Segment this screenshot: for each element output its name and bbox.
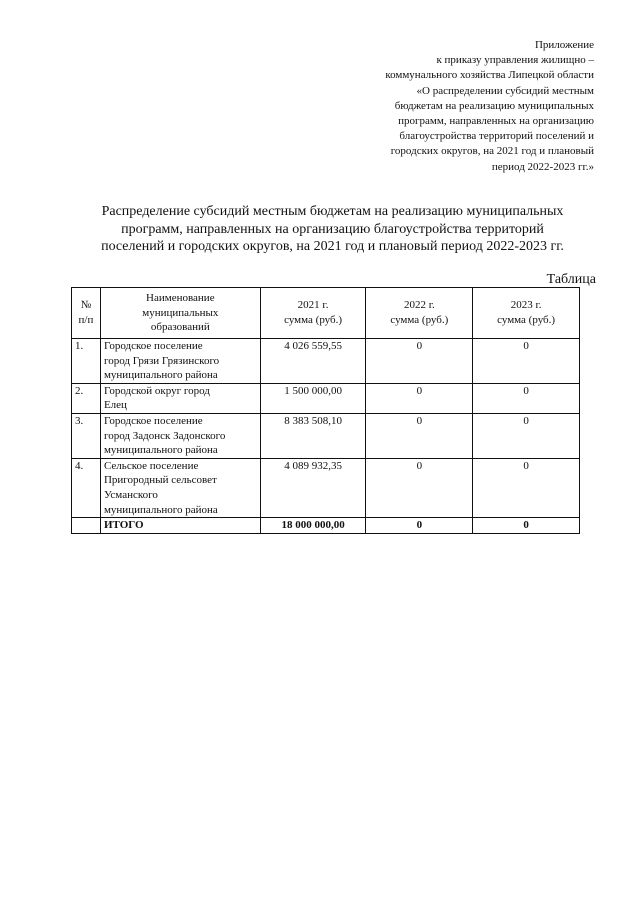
cell-2022: 0 <box>366 413 473 458</box>
appendix-line: коммунального хозяйства Липецкой области <box>385 69 594 82</box>
total-2022: 0 <box>366 518 473 534</box>
cell-name-line: город Задонск Задонского <box>103 429 226 442</box>
table-row <box>72 458 580 517</box>
total-label: ИТОГО <box>100 518 260 534</box>
table-row <box>72 339 580 384</box>
header-text: Наименование <box>146 292 215 305</box>
document-heading <box>70 203 595 256</box>
header-name <box>100 288 260 339</box>
header-2022 <box>366 288 473 339</box>
cell-2021: 4 089 932,35 <box>260 458 366 517</box>
appendix-line: благоустройства территорий поселений и <box>399 130 594 143</box>
header-text: п/п <box>78 314 94 326</box>
heading-line: программ, направленных на организацию благоустройства территорий <box>121 221 544 237</box>
cell-name-line: Усманского <box>103 488 158 501</box>
cell-num: 1. <box>72 339 101 384</box>
heading-line: поселений и городских округов, на 2021 год и плановый период 2022-2023 гг. <box>101 239 564 254</box>
cell-2023: 0 <box>473 458 580 517</box>
header-text: 2023 г. <box>510 299 542 312</box>
header-num <box>72 288 101 339</box>
cell-name-line: Городское поселение <box>103 414 203 427</box>
cell-name <box>100 383 260 413</box>
appendix-line: «О распределении субсидий местным <box>416 84 594 97</box>
appendix-line: период 2022-2023 гг.» <box>491 160 594 173</box>
cell-name <box>100 339 260 384</box>
table-label: Таблица <box>546 272 596 287</box>
header-2021 <box>260 288 366 339</box>
cell-2023: 0 <box>473 339 580 384</box>
cell-name-line: Городской округ город <box>103 384 210 397</box>
cell-2022: 0 <box>366 339 473 384</box>
cell-name-line: Городское поселение <box>103 340 203 352</box>
cell-num: 4. <box>72 458 101 517</box>
header-text: сумма (руб.) <box>390 314 449 326</box>
table-row <box>72 383 580 413</box>
total-2021: 18 000 000,00 <box>260 518 366 534</box>
subsidy-table <box>71 287 580 534</box>
header-text: 2021 г. <box>297 299 329 312</box>
cell-name-line: Пригородный сельсовет <box>103 474 217 487</box>
cell-name <box>100 458 260 517</box>
cell-name-line: Елец <box>103 399 127 412</box>
total-2023: 0 <box>473 518 580 534</box>
header-2023 <box>473 288 580 339</box>
table-header-row <box>72 288 580 339</box>
appendix-line: к приказу управления жилищно – <box>436 54 594 67</box>
cell-2021: 1 500 000,00 <box>260 383 366 413</box>
cell-num: 3. <box>72 413 101 458</box>
header-text: 2022 г. <box>403 299 435 312</box>
cell-2021: 8 383 508,10 <box>260 413 366 458</box>
appendix-line: Приложение <box>534 39 594 51</box>
cell-2023: 0 <box>473 413 580 458</box>
cell-name-line: муниципального района <box>103 503 218 516</box>
header-text: № <box>80 299 92 312</box>
header-text: муниципальных <box>142 306 219 319</box>
total-row <box>72 518 580 534</box>
cell-2022: 0 <box>366 458 473 517</box>
cell-name-line: Сельское поселение <box>103 459 199 472</box>
cell-2022: 0 <box>366 383 473 413</box>
cell-name-line: муниципального района <box>103 369 218 382</box>
cell-2021: 4 026 559,55 <box>260 339 366 384</box>
header-text: сумма (руб.) <box>284 314 343 326</box>
heading-line: Распределение субсидий местным бюджетам на реализацию муниципальных <box>101 204 564 219</box>
cell-2023: 0 <box>473 383 580 413</box>
appendix-line: городских округов, на 2021 год и плановый <box>390 145 594 158</box>
appendix-block <box>294 38 594 175</box>
cell-name-line: муниципального района <box>103 444 218 457</box>
header-text: сумма (руб.) <box>497 314 556 326</box>
cell-num: 2. <box>72 383 101 413</box>
header-text: образований <box>150 321 210 334</box>
appendix-line: программ, направленных на организацию <box>398 115 594 128</box>
table-row <box>72 413 580 458</box>
cell-name <box>100 413 260 458</box>
cell-num <box>72 518 101 534</box>
appendix-line: бюджетам на реализацию муниципальных <box>394 99 594 112</box>
cell-name-line: город Грязи Грязинского <box>103 354 220 367</box>
